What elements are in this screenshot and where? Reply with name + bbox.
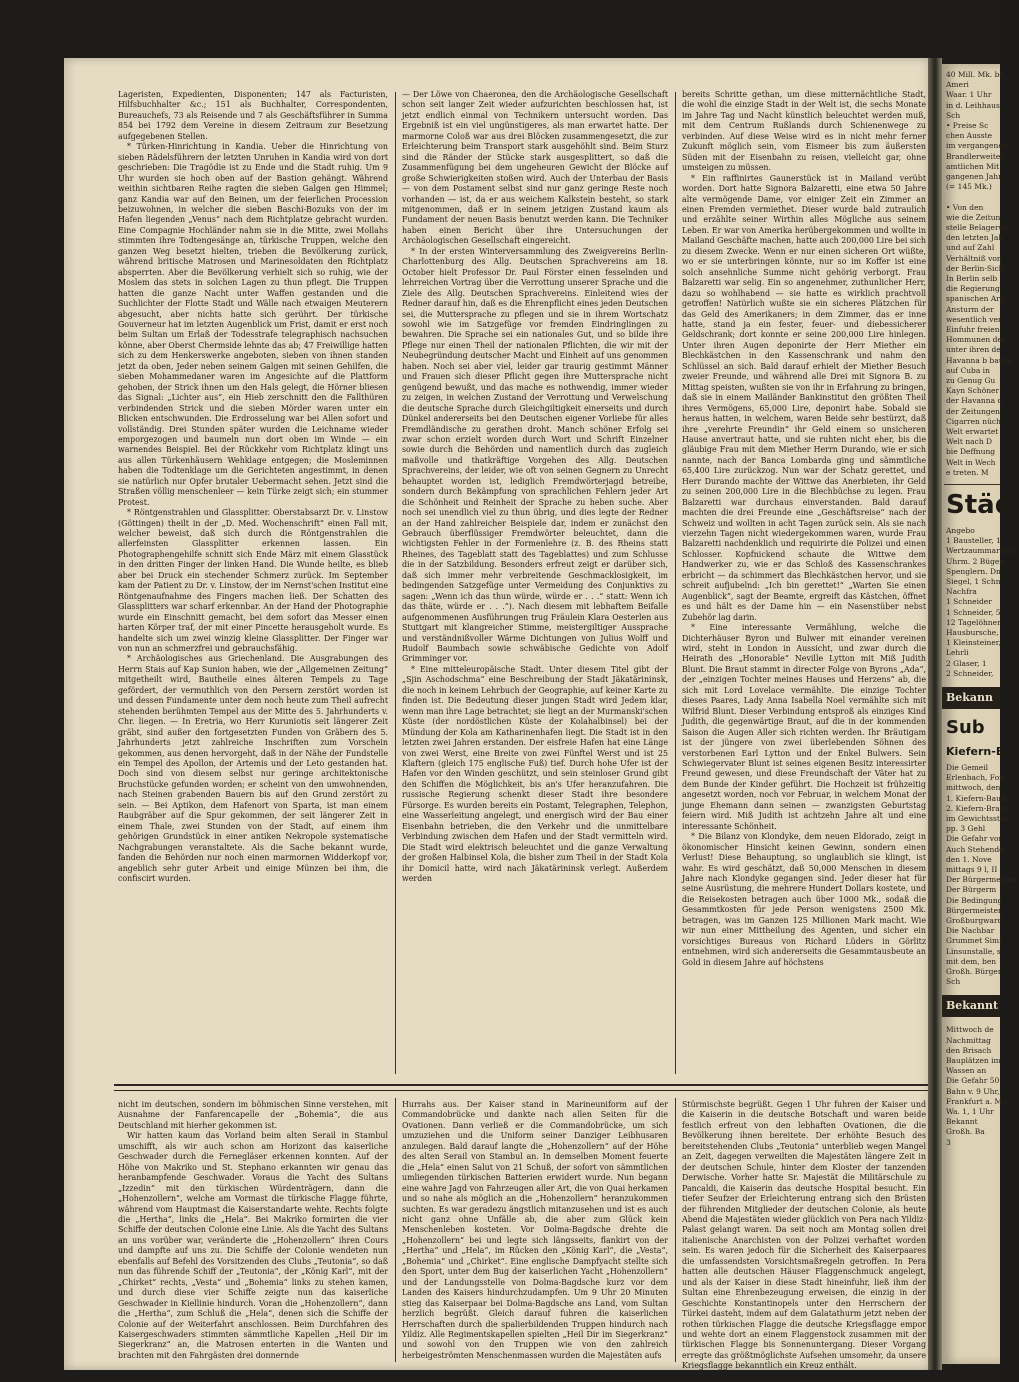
newspaper-page bbox=[64, 58, 934, 1370]
adjacent-page-text-line: Spenglern. Dn bbox=[946, 566, 1001, 576]
adjacent-page-subtitle: Kiefern-Bau bbox=[946, 745, 1019, 758]
adjacent-page-text-line: Brandlerweiter bbox=[946, 151, 1004, 161]
adjacent-page-text-line: Welt nach D bbox=[946, 437, 993, 447]
adjacent-page-text-line: den letzten Jah bbox=[946, 233, 1004, 243]
article-paragraph: * In der ersten Winterversammlung des Zweigvereins Berlin-Charlottenburg des Allg. Deutschen Sprachvereins am 18. October hielt Professor Dr. Paul Förster einen fesselnden und lehrreichen Vortrag über die Verrottung unserer Sprache und die Ziele des Allg. Deutschen Sprachvereins. Einleitend wies der Redner darauf hin, daß es die Ehrenpflicht eines jeden Deutschen sei, die Muttersprache zu pflegen und sie in ihrem Wortschatz sowohl wie im Satzgefüge vor fremden Eindringlingen zu bewahren. Die Sprache sei ein nationales Gut, und so bilde ihre Pflege nur einen Theil der nationalen Pflichten, die wir mit der Neubegründung deutscher Macht und Einheit auf uns genommen haben. Noch sei aber viel, leider gar traurig gestimmt Männer und Frauen sich dieser Pflicht gegen ihre Muttersprache nicht genügend bewußt, und das mache es nothwendig, immer wieder zu zeigen, in welchen Zustand der Verrottung und Verwelschung die deutsche Sprache durch Gleichgiltigkeit einerseits und durch Dünkel andererseits bei den Deutschen eigener Vorliebe für alles Fremdländische zu gerathen droht. Manch schöner Erfolg sei zwar schon erzielt worden durch Wort und Schrift Einzelner sowie durch die Behörden und namentlich durch das zugleich maßvolle und thatkräftige Vorgehen des Allg. Deutschen Sprachvereins, der leider, wie oft von seinen Gegnern zu Unrecht behauptet worden ist, lediglich Fremdwörterjagd betreibe, sondern durch Bekämpfung von sprachlichen Fehlern jeder Art die Schönheit und Reinheit der Sprache zu heben suche. Aber noch sei unendlich viel zu thun übrig, und dies legte der Redner an der Hand zahlreicher Beispiele dar, indem er zunächst den Gebrauch überflüssiger Fremdwörter beleuchtet, dann die wichtigsten Fehler in der Formenlehre (z. B. des Rheins statt Rheines, des Tageblatt statt des Tageblattes) und zum Schlusse die in der Satzbildung. Besonders erfreut zeigt er darüber sich, daß sich immer mehr verbreitende Geschmacklosigkeit, im bedingenden Satzgefüge unter Vermeidung des Conjunktivs zu sagen: „Wenn ich das thun würde, würde er . . .“ statt: Wenn ich das thäte, würde er . . .“). Nach diesem mit lebhaftem Beifalle aufgenommenen Ausführungen trug Fräulein Klara Oesterlen aus Stuttgart mit klangreicher Stimme, meistergiltiger Aussprache und verständnißvoller Wärme Dichtungen von Julius Wolff und Rudolf Baumbach sowie schwäbische Gedichte von Adolf Grimminger vor. bbox=[402, 246, 668, 664]
adjacent-page-text-line: Uhrm. 2 Bügen bbox=[946, 556, 1005, 566]
adjacent-page-text-line: Auch Stehende bbox=[946, 844, 1004, 854]
feuilleton-column-2 bbox=[402, 1100, 668, 1362]
column-divider bbox=[395, 1098, 396, 1362]
adjacent-page-text-line: Wassen an bbox=[946, 1066, 987, 1076]
adjacent-page-banner-text: Bekannt bbox=[946, 999, 999, 1013]
adjacent-page-text-line: Sch bbox=[946, 110, 961, 120]
adjacent-page-text-line: Welt in Wech bbox=[946, 457, 996, 467]
adjacent-page-text-line: der Berlin-Sich bbox=[946, 263, 1004, 273]
adjacent-page-text-line: auf Cuba in bbox=[946, 365, 990, 375]
adjacent-page-text-line: Die Gemeil bbox=[946, 763, 989, 772]
section-divider bbox=[114, 1084, 930, 1091]
feuilleton-column-3 bbox=[682, 1100, 926, 1371]
adjacent-page-text-line: Mittwoch de bbox=[946, 1025, 994, 1035]
adjacent-page-text-line: den 1. Nove bbox=[946, 854, 992, 864]
adjacent-page-text-line: wie die Zeitun bbox=[946, 212, 1001, 222]
adjacent-page-text-line: gangenen Jahr bbox=[946, 172, 1002, 181]
adjacent-page-text-line: Linsunstalle, s bbox=[946, 946, 1001, 956]
adjacent-page-text-line: Wertzaummarstell bbox=[946, 546, 1016, 556]
adjacent-page-text-line: bie Deffnung bbox=[946, 447, 996, 457]
adjacent-page-text-line: der Zeitungen bbox=[946, 406, 1001, 416]
adjacent-page-text-line: Der Bürgermeister bbox=[946, 875, 1019, 885]
adjacent-page-text-line: spanischen Arg bbox=[946, 294, 1005, 304]
adjacent-page-text-line: Erlenbach, Fort bbox=[946, 773, 1006, 783]
adjacent-page-strip bbox=[942, 64, 1019, 1364]
adjacent-page-text-line: 2. Kiefern-Brade bbox=[946, 803, 1009, 813]
adjacent-page-text-line: im Gewichtsstan bbox=[946, 814, 1010, 823]
column-divider bbox=[675, 92, 676, 1074]
adjacent-page-text-line: Die Gefahr 50 bbox=[946, 1076, 1000, 1086]
article-column-3 bbox=[682, 90, 926, 1074]
adjacent-page-text-line: wesentlich ver bbox=[946, 314, 1002, 324]
article-paragraph: * Die Bilanz von Klondyke, dem neuen Eldorado, zeigt in ökonomischer Hinsicht keinen Gewinn, sondern einen Verlust! Diese Behauptung, so unglaublich sie klingt, ist wahr. Es wird geschätzt, daß 50,000 Menschen in diesem Jahre nach Klondyke gegangen sind. Jeder dieser hat für seine Ausrüstung, die mehrere Hundert Dollars kostete, und die Reisekosten betragen auch über 1000 Mk., sodaß die Gesammtkosten für jede Person wenigstens 2500 Mk. betragen, was im Ganzen 125 Millionen Mark macht. Wie wir nun einer Mittheilung des Agenten, und sicher ein vorsichtiges Bureaus von Richard Lüders in Görlitz entnehmen, wird sich andererseits die Gesammtausbeute an Gold in diesem Jahre auf höchstens bbox=[682, 832, 926, 967]
adjacent-page-text-line: Kayn Schöner bbox=[946, 386, 1000, 396]
adjacent-page-text-line: den Brisach bbox=[946, 1045, 992, 1055]
book-gutter bbox=[928, 58, 942, 1370]
adjacent-page-text-line: 1 Bausteller, 1 bbox=[946, 536, 1001, 546]
adjacent-page-text-line: Die Nachbar bbox=[946, 926, 995, 936]
adjacent-page-text-line: In Berlin selb bbox=[946, 274, 998, 283]
adjacent-page-text-line: 1 Schneider bbox=[946, 597, 992, 607]
adjacent-page-text-line: Bauplätzen im bbox=[946, 1056, 1001, 1065]
adjacent-page-text-line: Bürgermeister bbox=[946, 905, 1002, 915]
adjacent-page-text-line: Der Bürgerm bbox=[946, 885, 997, 895]
adjacent-page-text-line: mittags 9 l, II bbox=[946, 865, 998, 874]
adjacent-page-text-line: (= 145 Mk.) bbox=[946, 182, 992, 192]
article-column-1 bbox=[118, 90, 388, 1074]
adjacent-page-text-line: Die Bedingung bbox=[946, 895, 1003, 905]
article-paragraph: * Eine interessante Vermählung, welche die Dichterhäuser Byron und Bulwer mit einander vereinen wird, steht in London in Aussicht, und zwar durch die Heirath des „Honorable“ Neville Lytton mit Miß Judith Blunt. Die Braut stammt in directer Folge von Byrons „Ada“, der „einzigen Tochter meines Hauses und Herzens“ ab, die sich mit Lord Lovelace vermählte. Die einzige Tochter dieses Paares, Lady Anna Isabella Noel vermählte sich mit Wilfrid Blunt. Dieser Verbindung entsproß als einziges Kind Judith, die gegenwärtige Braut, auf die in der kommenden Saison die Augen Aller sich richten werden. Ihr Bräutigam ist der jüngere von zwei überlebenden Söhnen des verstorbenen Earl Lytton und der Enkel Bulwers. Sein Schwiegervater Blunt ist seines eigenen Besitz interessirter Freund gewesen, und diese Freundschaft der Väter hat zu dem Bunde der Kinder geführt. Die Hochzeit ist frühzeitig angesetzt worden, noch vor Februar, in welchem Monat der junge Ehemann dann seinen — zwanzigsten Geburtstag feiern wird. Miß Judith ist achtzehn Jahre alt und eine interessante Schönheit. bbox=[682, 623, 926, 831]
adjacent-page-text-line: • Preise Sc bbox=[946, 121, 989, 130]
adjacent-page-text-line: 3 bbox=[946, 1137, 951, 1147]
adjacent-page-text-line: Frankfurt a. M., bbox=[946, 1096, 1007, 1106]
column-divider bbox=[395, 92, 396, 1074]
article-continuation: — Der Löwe von Chaeronea, den die Archäologische Gesellschaft schon seit langer Zeit wieder aufzurichten beschlossen hat, ist jetzt endlich einmal von Technikern untersucht worden. Das Ergebniß ist ein viel ungünstigeres, als man erwartet hatte. Der marmorne Coloß war aus drei Blöcken zusammengesetzt, die zur Erleichterung beim Transport stark ausgehöhlt sind. Beim Sturz sind die Ränder der Stücke stark ausgesplittert, so daß die Zusammenfügung bei dem ungeheuren Gewicht der Blöcke auf große Schwierigkeiten stoßen wird. Auch der Unterbau der Basis — von dem Postament selbst sind nur ganz geringe Reste noch vorhanden — ist, da er aus weichem Kalkstein besteht, so stark mitgenommen, daß er in seinem jetzigen Zustand kaum als Fundament der neuen Basis benutzt werden kann. Die Techniker haben einen Bericht über ihre Untersuchungen der Archäologischen Gesellschaft eingereicht. bbox=[402, 90, 668, 246]
adjacent-page-text-line: Bekannt bbox=[946, 1117, 978, 1127]
adjacent-page-text-line: Hommunen der bbox=[946, 335, 1006, 345]
adjacent-page-text-line: Verhältniß von bbox=[946, 253, 1002, 263]
adjacent-page-text-line: • Von den bbox=[946, 202, 984, 212]
adjacent-page-text-line: Havanna b bauge bbox=[946, 355, 1013, 365]
adjacent-page-text-line: unter ihren de bbox=[946, 345, 1001, 355]
adjacent-page-text-line: Angebo bbox=[946, 526, 975, 535]
adjacent-page-text-line: die Regierung bbox=[946, 284, 1000, 294]
adjacent-page-text-line: 1. Kiefern-Baub bbox=[946, 793, 1006, 803]
article-continuation: bereits Schritte gethan, um diese mitternächtliche Stadt, die wohl die einzige Stadt in der Welt ist, die sechs Monate im Jahre Tag und Nacht künstlich beleuchtet werden muß, mit dem Centrum Rußlands durch Schienenwege zu verbinden. Auf diese Weise wird es in nicht mehr ferner Zukunft möglich sein, vom Eismeer bis zum äußersten Süden mit der Eisenbahn zu reisen, vielleicht gar, ohne umsteigen zu müssen. bbox=[682, 90, 926, 173]
article-column-2 bbox=[402, 90, 668, 1074]
adjacent-page-text-line: der Havanna d bbox=[946, 396, 1003, 406]
adjacent-page-text-line: Lehrli bbox=[946, 648, 969, 658]
article-continuation: nicht im deutschen, sondern im böhmischen Sinne verstehen, mit Ausnahme der Fanfarencapelle der „Bohemia“, die aus Deutschland mit hierher gekommen ist. bbox=[118, 1100, 388, 1130]
adjacent-page-text-line: e treten. M bbox=[946, 467, 989, 477]
adjacent-page-text-line: Cigarren nüch bbox=[946, 416, 1001, 426]
adjacent-page-text-line: Nachmittag bbox=[946, 1035, 991, 1045]
adjacent-page-heading: Städ bbox=[946, 490, 1014, 520]
adjacent-page-text-line: Großburgward bbox=[946, 916, 1003, 925]
adjacent-page-heading: Sub bbox=[946, 717, 985, 738]
article-paragraph: * Röntgenstrahlen und Glassplitter. Oberstabsarzt Dr. v. Linstow (Göttingen) theilt in der „D. Med. Wochenschrift“ einen Fall mit, welcher beweist, daß sich durch die Röntgenstrahlen die allerfeinsten Glassplitter erkennen lassen. Ein Photographengehilfe schnitt sich Ende März mit einem Glasstück in den dritten Finger der linken Hand. Die Wunde heilte, es blieb aber bei Druck ein stechender Schmerz zurück. Im September kam der Patient zu Dr. v. Linstow, der im Nernst'schen Institut eine Röntgenaufnahme des Fingers machen ließ. Der Schatten des Glassplitters war scharf erkennbar. An der Hand der Photographie wurde ein Einschnitt gemacht, bei dem sofort das Messer einen harten Körper traf, der mit einer Pincette herausgeholt wurde. Es handelte sich um zwei winzig kleine Glassplitter. Der Finger war von nun an schmerzfrei und gebrauchsfähig. bbox=[118, 508, 388, 654]
article-paragraph: * Eine mitteleuropäische Stadt. Unter diesem Titel gibt der „Sjin Aschodschma“ eine Beschreibung der Stadt Jäkatärininsk, die noch in keinem Lehrbuch der Geographie, auf keiner Karte zu finden ist. Die Bedeutung dieser jungen Stadt wird Jedem klar, wenn man ihre Lage betrachtet; sie liegt an der Murmanski'schen Küste (der nordöstlichen Küste der Kolahalbinsel) bei der Mündung der Kola am Katharinenhafen liegt. Die Stadt ist in den letzten zwei Jahren erstanden. Der eisfreie Hafen hat eine Länge von zwei Werst, eine Breite von zwei Fünftel Werst und ist 25 Klaftern (gleich 175 englische Fuß) tief. Durch hohe Ufer ist der Hafen vor den Winden geschützt, und sein steinloser Grund gibt den Schiffen die Möglichkeit, bis an's Ufer heranzufahren. Die russische Regierung schenkt dieser Stadt ihre besondere Fürsorge. Es wurden bereits ein Postamt, Telegraphen, Telephon, eine Wasserleitung angelegt, und energisch wird der Bau einer Eisenbahn betrieben, die den Verkehr und die unmittelbare Verbindung zwischen dem Hafen und der Stadt vermitteln wird. Die Stadt wird elektrisch beleuchtet und die ganze Verwaltung der großen Halbinsel Kola, die bisher zum Theil in der Stadt Kola ihr Domicil hatte, wird nach Jäkatärininsk verlegt. Außerdem werden bbox=[402, 664, 668, 883]
adjacent-page-rule bbox=[944, 484, 1000, 485]
adjacent-page-text-line: Welt erwartet bbox=[946, 427, 999, 436]
article-paragraph: * Ein raffinirtes Gaunerstück ist in Mailand verübt worden. Dort hatte Signora Balzaretti, eine etwa 50 Jahre alte vermögende Dame, vor einiger Zeit ein Zimmer an einen Fremden vermiethet. Dieser wurde bald zutraulich und erzählte seiner Wirthin alles Mögliche aus seinem Leben. Er war von Amerika herübergekommen und wollte in Mailand Geschäfte machen, hatte auch 200,000 Lire bei sich zu diesem Zwecke. Wenn er nur einen sicheren Ort wüßte, wo er sie unterbringen könnte, nur so im Koffer ist eine solch ansehnliche Summe nicht gehörig verborgt. Frau Balzaretti war selig. Ein so angenehmer, zuthunlicher Herr, dazu so wohlhabend — sie hatte es wirklich prachtvoll getroffen! Natürlich wußte sie ein sicheres Plätzchen für das Geld des Amerikaners; in dem Zimmer, das er inne hatte, stand ja ein fester, feuer- und diebessicherer Geldschrank; dort konnte er seine 200,000 Lire hinlegen. Unter ihren Augen deponirte der Herr Miether ein Blechkästchen in den Kassenschrank und nahm den Schlüssel an sich. Bald darauf erhielt der Miether Besuch zweier Freunde, und während alle Drei mit Signora B. zu Mittag speisten, wußten sie von ihr in Erfahrung zu bringen, daß sie in einem Mailänder Bankinstitut den größten Theil ihres Vermögens, 65,000 Lire, deponirt habe. Sobald sie heraus hatten, in welchem, waren Beide sehr bestürzt, daß ihre „verehrte Freundin“ ihr Geld einem so unsicheren Hause anvertraut hatte, und sie ruhten nicht eher, bis die gläubige Frau mit dem Miether Herrn Durando, wie er sich nannte, nach der Banca Lombarda ging und sämmtliche 65,400 Lire zurückzog. Nun war der Schatz gerettet, und Herr Durando machte der Wittwe das Anerbieten, ihr Geld zu seinen 200,000 Lire in die Blechbüchse zu legen. Frau Balzaretti war durchaus einverstanden. Bald darauf machten die drei Freunde eine „Geschäftsreise“ nach der Schweiz und wollten in acht Tagen zurück sein. Als sie nach vierzehn Tagen nicht wiedergekommen waren, wurde Frau Balzaretti nachdenklich und requirirte die Polizei und einen Schlosser. Kopfnickend schaute die Wittwe dem Handwerker zu, wie er das Schloß des Kassenschrankes erbricht — da schimmert das Blechkästchen hervor, und sie schreit aufjubelnd: „Ich bin gerettet!“ „Warten Sie einen Augenblick“, sagt der Beamte, ergreift das Kästchen, öffnet es und hält es der Dame hin — ein Nasenstüber nebst Zubehör lag darin. bbox=[682, 173, 926, 622]
adjacent-page-text-line: stelle Belagerun bbox=[946, 223, 1009, 232]
adjacent-page-text-line: zu Genug Gu bbox=[946, 376, 996, 385]
adjacent-page-text-line: mittwoch, den bbox=[946, 783, 1001, 793]
adjacent-page-text-line: Ameri bbox=[946, 80, 969, 90]
article-paragraph: * Türken-Hinrichtung in Kandia. Ueber die Hinrichtung von sieben Rädelsführern der letzten Unruhen in Kandia wird von dort geschrieben: Die Tragödie ist zu Ende und die Stadt ruhig. Um 9 Uhr wurden sie hoch oben auf der Bastion gehängt. Während weithin sichtbaren Reihe ragten die sieben Galgen gen Himmel; ganz Kandia war auf den Beinen, um der feierlichen Procession beizuwohnen, in welcher die sieben Baschi-Bozuks von der im Hafen liegenden „Venus“ nach dem Richtplatze gebracht wurden. Eine Compagnie Hochländer nahm sie in die Mitte, zwei Mollahs stimmten ihre Todtengesänge an, türkische Truppen, welche den ganzen Weg besetzt hielten, trieben die Bevölkerung zurück, während britische Matrosen und Marinesoldaten den Richtplatz absperrten. Aber die Bevölkerung verhielt sich so ruhig, wie der Moslem das stets in solchen Lagen zu thun pflegt. Die Truppen hatten die ganze Nacht unter Waffen gestanden und die Suchlichter der Flotte Stadt und Wälle nach etwaigen Meuterern abgesucht, aber nichts hatte sich gerührt. Der türkische Gouverneur hat im letzten Augenblick um Frist, damit er erst noch beim Sultan um Erlaß der Todesstrafe telegraphisch nachsuchen könne, aber Oberst Chermside lehnte das ab; 47 Freiwillige hatten sich zu dem Henkerswerke angeboten, sieben von ihnen standen jetzt da oben, Jeder neben seinem Galgen mit seinen Gehilfen, die sieben Mohammedaner waren im Angesichte auf die Plattform gehoben, der Strick ihnen um den Hals gelegt, die Hörner bliesen das Signal: „Lichter aus“, ein Hieb zerschnitt den die Fallthüren verbindenden Strick und die sieben Mörder waren unter ein Blicken entschwunden. Die Erdrosselung war bei Allen sofort und vollständig. Drei Stunden später wurden die Leichname wieder emporgezogen und baumeln nun dort oben im Winde — ein warnendes Beispiel. Bei der Rückkehr vom Richtplatz klingt uns aus allen Türkenhäusern Wehklage entgegen; die Mosleminnen haben die Todtenklage um die Gerichteten angestimmt, in denen sie natürlich nur Opfer brutaler Uebermacht sehen. Jetzt sind die Straßen völlig menschenleer — kein Türke zeigt sich; ein stummer Protest. bbox=[118, 142, 388, 507]
adjacent-page-text-line: Wa. 1, 1 Uhr bbox=[946, 1107, 994, 1116]
adjacent-page-text-line: amtlichen Mit bbox=[946, 161, 1000, 171]
adjacent-page-text-line: Siegel, 1 Schn bbox=[946, 577, 1001, 586]
article-continuation: Lageristen, Expedienten, Disponenten; 147 als Facturisten, Hilfsbuchhalter &c.; 151 als Buchhalter, Correspondenten, Bureauchefs, 73 als Reisende und 7 als Geschäftsführer in Summa 854 bei 1792 dem Vereine in diesem Zeitraum zur Besetzung aufgegebenen Stellen. bbox=[118, 90, 388, 141]
adjacent-page-text-line: chen Ausste bbox=[946, 131, 993, 141]
adjacent-page-text-line: 2 Schneider, bbox=[946, 668, 994, 678]
adjacent-page-text-line: 1 Schneider, 5 bbox=[946, 607, 1001, 617]
adjacent-page-text-line: 2 Glaser, 1 bbox=[946, 658, 987, 668]
article-continuation: Stürmischste begrüßt. Gegen 1 Uhr fuhren der Kaiser und die Kaiserin in die deutsche Botschaft und waren beide festlich erfreut von den lebhaften Ovationen, die die Bevölkerung ihnen bereitete. Der erhöhte Besuch des bereitstehenden Clubs „Teutonia“ unterblieb wegen Mangel an Zeit, dagegen verweilten die Majestäten längere Zeit in der deutschen Schule, hinter dem Kloster der tanzenden Derwische. Vorher hatte Sr. Majestät die Militärschule zu Pancaldi, die Kaiserin das deutsche Hospital besucht. Ein tiefer Seufzer der Erleichterung entrang sich den Brüsten der führenden Mitglieder der deutschen Colonie, als heute Abend die Majestäten wieder glücklich von Pera nach Yildiz-Palast gelangt waren. Da seit noch am Montag sollen drei italienische Anarchisten von der Polizei verhaftet worden sein. Es waren jedoch für die Sicherheit des Kaiserpaares die umfassendsten Vorsichtsmaßregeln getroffen. In Pera hatten alle deutschen Häuser Flaggenschmuck angelegt, und als der Kaiser in diese Stadt hineinfuhr, ließ ihm der Sultan eine Ehrenbezeugung erweisen, die einzig in der Geschichte Konstantinopels unter den Herrschern der Türkei dasteht, indem auf dem Galatathurm jetzt neben der rothen türkischen Flagge die deutsche Kriegsflagge empor und wehte dort an einem Flaggenstock zusammen mit der türkischen Flagge bis Sonnenuntergang. Dieser Vorgang erregte das größtmöglichste Aufsehen umsomehr, da unsere Kriegsflagge bekanntlich ein Kreuz enthält. bbox=[682, 1100, 926, 1371]
adjacent-page-text-line: Bahn v. 9 Uhr, bbox=[946, 1086, 1000, 1096]
adjacent-page-text-line: Sch bbox=[946, 977, 961, 987]
adjacent-page-text-line: mit dem, ben bbox=[946, 956, 997, 966]
adjacent-page-text-line: 40 Mill. Mk. be bbox=[946, 70, 1004, 79]
adjacent-page-text-line: Großh. Bürger bbox=[946, 967, 1002, 976]
adjacent-page-text-line: 12 Tagelöhner, bbox=[946, 617, 1003, 627]
adjacent-page-text-line: Grummet Simi bbox=[946, 936, 1002, 946]
article-continuation: Hurrahs aus. Der Kaiser stand in Marineuniform auf der Commandobrücke und dankte nach allen Seiten für die Ovationen. Dann verließ er die Commandobrücke, um sich umzuziehen und die Uniform seiner Danziger Leibhusaren anzulegen. Bald darauf langte die „Hohenzollern“ auf der Höhe des alten Serail von Stambul an. In demselben Moment feuerte die „Hela“ einen Salut von 21 Schuß, der sofort von sämmtlichen umliegenden türkischen Batterien erwidert wurde. Nun begann eine wahre Jagd von Fahrzeugen aller Art, die von Quai herkamen und so nahe als möglich an die „Hohenzollern“ heranzukommen suchten. Es war geradezu ängstlich mitanzusehen und ist es auch nicht ganz ohne Unfälle ab, die aber zum Glück kein Menschenleben kosteten. Vor Dolma-Bagdsche drehte die „Hohenzollern“ bei und legte sich längsseits, flankirt von der „Hertha“ und „Hela“, im Rücken den „König Karl“, die „Vesta“, „Bohemia“ und „Chirket“. Eine englische Dampfyacht stellte sich den Sport, unter dem Bug der kaiserlichen Yacht „Hohenzollern“ und der Landungsstelle von Dolma-Bagdsche kurz vor dem Landen des Kaisers hindurchzudampfen. Um 9 Uhr 20 Minuten stieg das Kaiserpaar bei Dolma-Bagdsche ans Land, vom Sultan herzlich begrüßt. Gleich darauf fuhren die kaiserlichen Herrschaften durch die spalierbildenden Truppen hindurch nach Yildiz. Alle Regimentskapellen spielten „Heil Dir im Siegerkranz“ und sowohl von den Truppen wie von den zahlreich herbeigeströmten Menschenmassen wurden die Majestäten aufs bbox=[402, 1100, 668, 1360]
adjacent-page-text-line: in d. Leihhaus bbox=[946, 100, 1000, 110]
adjacent-page-banner-text: Bekann bbox=[946, 691, 994, 704]
adjacent-page-text-line: Waar. 1 Uhr bbox=[946, 90, 992, 100]
adjacent-page-text-line: Nachfra bbox=[946, 587, 977, 597]
article-paragraph: Wir hatten kaum das Vorland beim alten Serail in Stambul umschifft, als wir auch schon am Horizont das kaiserliche Geschwader durch die Fernegläser erkennen konnten. Auf der Höhe von Makriko und St. Stephano erkannten wir genau das heranbampfende Geschwader. Voraus die Yacht des Sultans „Izzedin“ mit den türkischen Würdenträgern, dann die „Hohenzollern“, welche am Vormast die türkische Flagge führte, während vom Hauptmast die Kaiserstandarte wehte. Rechts folgte die „Hertha“, links die „Hela“. Bei Makriko formirten die vier Schiffe der deutschen Colonie eine Linie. Als die Yacht des Sultans an uns vorüber war, veränderte die „Hohenzollern“ ihren Cours und dampfte auf uns zu. Die Schiffe der Colonie wendeten nun ebenfalls auf Befehl des Vorsitzenden des Clubs „Teutonia“, so daß nun das führende Schiff der „Teutonia“, der „König Karl“, mit der „Chirket“ rechts, „Vesta“ und „Bohemia“ links zu stehen kamen, und durch diese vier Schiffe zeigte nun das kaiserliche Geschwader in Kiellinie hindurch. Voran die „Hohenzollern“, dann die „Hertha“, zum Schluß die „Hela“, denen sich die Schiffe der Colonie auf der Weiterfahrt anschlossen. Beim Durchfahren des Kaisergeschwaders stimmten sämmtliche Kapellen „Heil Dir im Siegerkranz“ an, die Matrosen enterten in die Wanten und brachten mit den Fahrgästen drei donnernde bbox=[118, 1131, 388, 1360]
adjacent-page-text-line: Ansturm der bbox=[946, 304, 994, 314]
adjacent-page-text-line: 1 Kleinsteiner, bbox=[946, 638, 1001, 648]
adjacent-page-text-line: und auf Zahl bbox=[946, 243, 995, 253]
adjacent-page-text-line: Einfuhr freien bbox=[946, 325, 1000, 334]
adjacent-page-text-line: im vergangenen bbox=[946, 141, 1008, 151]
adjacent-page-text-line: Großh. Ba bbox=[946, 1127, 985, 1137]
article-paragraph: * Archäologisches aus Griechenland. Die Ausgrabungen des Herrn Stais auf Kap Sunion haben, wie der „Allgemeinen Zeitung“ mitgetheilt wird, Bautheile eines älteren Tempels zu Tage gefördert, der vermuthlich von den Persern zerstört worden ist und dessen Fundamente unter dem noch heute zum Theil aufrecht stehenden berühmten Tempel aus der Mitte des 5. Jahrhunderts v. Chr. liegen. — In Eretria, wo Herr Kuruniotis seit längerer Zeit gräbt, sind außer den fortgesetzten Funden von Gräbern des 5. Jahrhunderts jetzt zahlreiche Inschriften zum Vorschein gekommen, aus denen hervorgeht, daß in der Nähe der Fundstelle ein Tempel des Apollon, der Artemis und der Leto gestanden hat. Doch sind von diesem selbst nur geringe architektonische Bruchstücke gefunden worden; er scheint von den umwohnenden, nach Steinen grabenden Bauern bis auf den Grund zerstört zu sein. — Bei Aptikon, dem Hafenort von Sparta, ist man einem Raubgräber auf die Spur gekommen, der seit längerer Zeit in einem Thale, zwei Stunden von der Stadt, auf einem ihm gehörigen Grundstück in einer antiken Nekropole systematische Nachgrabungen veranstaltete. Als die Sache bekannt wurde, fanden die Behörden nur noch einen marmornen Widderkopf vor, angeblich sehr guter Arbeit und einige Münzen bei ihm, die confiscirt wurden. bbox=[118, 654, 388, 883]
column-divider bbox=[675, 1098, 676, 1362]
adjacent-page-text-line: Die Gefahr von bbox=[946, 834, 1004, 844]
adjacent-page-text-line: Hausbursche, bbox=[946, 628, 999, 637]
adjacent-page-text-line: pp. 3 Gehl bbox=[946, 824, 986, 834]
feuilleton-column-1 bbox=[118, 1100, 388, 1362]
